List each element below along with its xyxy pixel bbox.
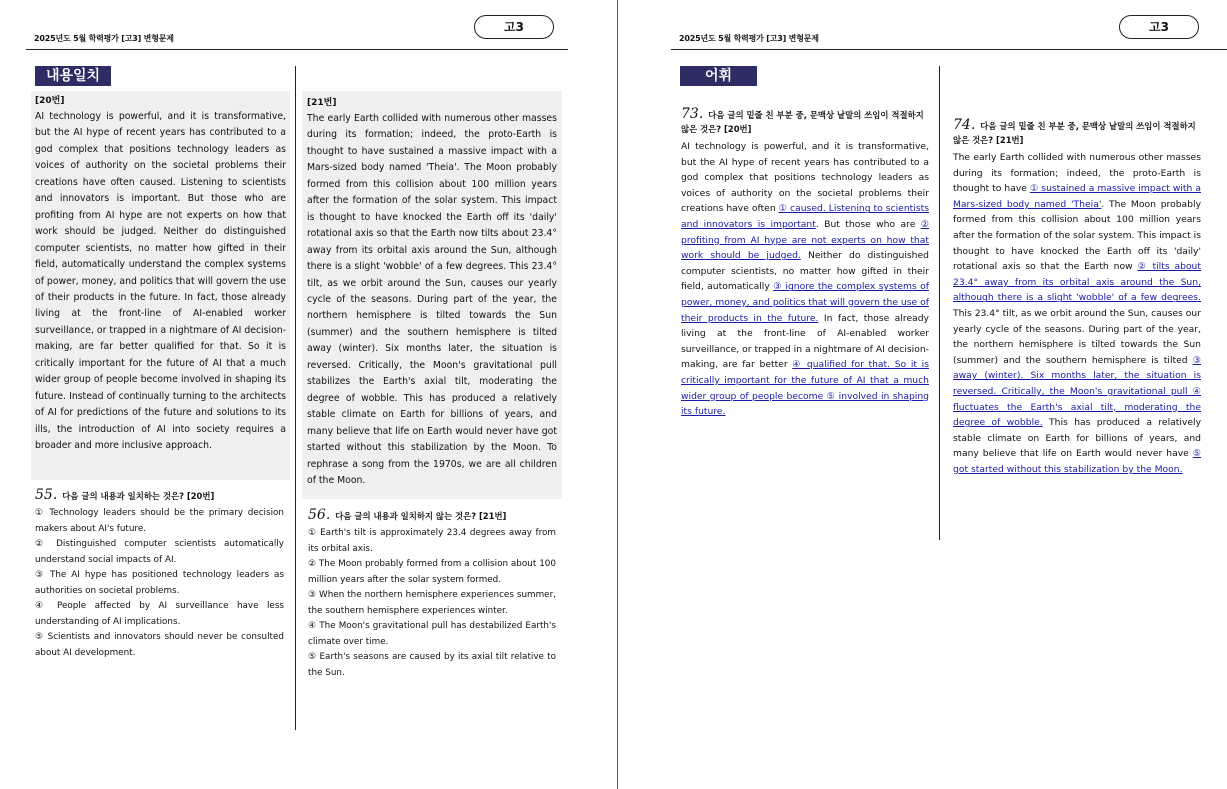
grade-badge: 고3 [474, 15, 554, 39]
answer-option: ② The Moon probably formed from a collision about 100 million years after the solar system formed. [308, 559, 556, 585]
underlined-phrase: ① sustained a massive impact with a Mars-sized body named 'Theia' [953, 183, 1201, 210]
header-rule [671, 49, 1227, 50]
passage-segment: The early Earth collided with numerous other masses during its formation; indeed, the proto-Earth is thought to have [953, 152, 1201, 195]
passage-text: The early Earth collided with numerous other masses during its formation; indeed, the proto-Earth is thought to have sustained a massive impact with a Mars-sized body named 'Theia'. The Moon probably formed from this collision about 100 million years after the formation of the solar system. This impact is thought to have knocked the Earth off its 'daily' rotational axis so that the Earth now tilts about 23.4° away from its orbital axis around the Sun, although there is a slight 'wobble' of a few degrees. This 23.4° tilt, as we orbit around the Sun, causes our yearly cycle of the seasons. During part of the year, the northern hemisphere is tilted towards the Sun (summer) and the southern hemisphere is tilted away (winter). Six months later, the situation is reversed. Critically, the Moon's gravitational pull stabilizes the Earth's axial tilt, moderating the degree of wobble. This has produced a relatively stable climate on Earth for billions of years, and many believe that life on Earth would never have got started without this stabilization by the Moon. To rephrase a song from the 1970s, we are all children of the Moon. [307, 113, 557, 486]
passage-segment: In fact, those already living at the front-line of AI-enabled worker surveillance, or trapped in a nightmare of AI decision-making, are far better [681, 312, 929, 371]
question-number: 74. [953, 117, 976, 133]
passage-box-q21 [302, 91, 562, 499]
answer-option: ④ The Moon's gravitational pull has destabilized Earth's climate over time. [308, 621, 556, 647]
question-stem: 다음 글의 내용과 일치하지 않는 것은? [21번] [335, 511, 507, 521]
passage-segment: AI technology is powerful, and it is transformative, but the AI hype of recent years has contributed to a god complex that positions technology leaders as voices of authority on the societal problems their creations have often [681, 141, 929, 215]
question-number: 56. [308, 507, 331, 523]
passage-box-q20 [31, 91, 290, 480]
question-73 [681, 107, 929, 420]
answer-option: ⑤ Earth's seasons are caused by its axial tilt relative to the Sun. [308, 652, 556, 678]
question-number: 55. [35, 487, 58, 503]
underlined-phrase: ② profiting from AI hype are not experts on how that work should be judged. [681, 218, 929, 262]
question-stem: 다음 글의 밑줄 친 부분 중, 문맥상 낱말의 쓰임이 적절하지 않은 것은? [20번] [681, 110, 924, 134]
section-title-content-match: 내용일치 [35, 66, 111, 86]
column-divider [939, 66, 940, 540]
underlined-phrase: ① caused. Listening to scientists and innovators is important [681, 203, 929, 230]
answer-option: ④ People affected by AI surveillance have less understanding of AI implications. [35, 601, 284, 627]
exam-title: 2025년도 5월 학력평가 [고3] 변형문제 [679, 34, 819, 43]
answer-option: ① Earth's tilt is approximately 23.4 degrees away from its orbital axis. [308, 528, 556, 554]
underlined-phrase: ⑤ got started without this stabilization by the Moon. [953, 448, 1201, 475]
answer-option: ③ The AI hype has positioned technology leaders as authorities on societal problems. [35, 570, 284, 596]
right-page [619, 0, 1227, 789]
question-56 [308, 508, 556, 681]
passage-tag: [21번] [307, 98, 337, 108]
question-55 [35, 488, 284, 661]
passage-text: AI technology is powerful, and it is transformative, but the AI hype of recent years has contributed to a god complex that positions technology leaders as voices of authority on the societal problems their creations have often caused. Listening to scientists and innovators is important. But those who are profiting from AI hype are not experts on how that work should be judged. Neither do distinguished computer scientists, no matter how gifted in their field, automatically understand the complex systems of power, money, and politics that will govern the use of their products in the future. In fact, those already living at the front-line of AI-enabled worker surveillance, or trapped in a nightmare of AI decision-making, are far better qualified for that. So it is critically important for the future of AI that a much wider group of people become involved in shaping its future. Instead of continually turning to the architects of AI for predictions of the future and solutions to its ills, the introduction of AI into society requires a broader and more inclusive approach. [35, 111, 286, 452]
passage-segment: This has produced a relatively stable climate on Earth for billions of years, and many believe that life on Earth would never have [953, 417, 1201, 460]
passage-segment: . But those who are [815, 218, 921, 230]
passage-segment: Neither do distinguished computer scientists, no matter how gifted in their field, automatically [681, 250, 929, 293]
passage-text [953, 150, 1201, 477]
question-stem: 다음 글의 내용과 일치하는 것은? [20번] [62, 491, 215, 501]
passage-text [681, 139, 929, 420]
underlined-phrase: ④ qualified for that. So it is critically important for the future of AI that a much wider group of people become ⑤ involved in shaping its future. [681, 359, 929, 418]
underlined-phrase: ③ ignore the complex systems of power, money, and politics that will govern the use of their products in the future. [681, 281, 929, 324]
question-74 [953, 118, 1201, 477]
underlined-phrase: ③ away (winter). Six months later, the situation is reversed. Critically, the Moon's gravitational pull ④ fluctuates the Earth's axial tilt, moderating the degree of wobble. [953, 354, 1201, 429]
grade-badge: 고3 [1119, 15, 1199, 39]
underlined-phrase: ② tilts about 23.4° away from its orbital axis around the Sun, although there is a slight 'wobble' of a few degrees. [953, 261, 1201, 304]
column-divider [295, 66, 296, 730]
exam-title: 2025년도 5월 학력평가 [고3] 변형문제 [34, 34, 174, 43]
passage-segment: This 23.4° tilt, as we orbit around the Sun, causes our yearly cycle of the seasons. During part of the year, the northern hemisphere is tilted towards the Sun (summer) and the southern hemisphere is tilted [953, 307, 1201, 366]
passage-segment: . The Moon probably formed from this collision about 100 million years after the formation of the solar system. This impact is thought to have knocked the Earth off its 'daily' rotational axis so that the Earth now [953, 198, 1202, 273]
question-number: 73. [681, 106, 704, 122]
answer-option: ① Technology leaders should be the primary decision makers about AI's future. [35, 508, 284, 534]
answer-option: ② Distinguished computer scientists automatically understand social impacts of AI. [35, 539, 284, 565]
answer-option: ③ When the northern hemisphere experiences summer, the southern hemisphere experiences winter. [308, 590, 556, 616]
section-title-vocabulary: 어휘 [680, 66, 757, 86]
passage-tag: [20번] [35, 96, 65, 106]
question-stem: 다음 글의 밑줄 친 부분 중, 문맥상 낱말의 쓰임이 적절하지 않은 것은? [21번] [953, 121, 1196, 145]
page-divider [617, 0, 618, 789]
header-rule [26, 49, 568, 50]
answer-option: ⑤ Scientists and innovators should never be consulted about AI development. [35, 632, 284, 658]
